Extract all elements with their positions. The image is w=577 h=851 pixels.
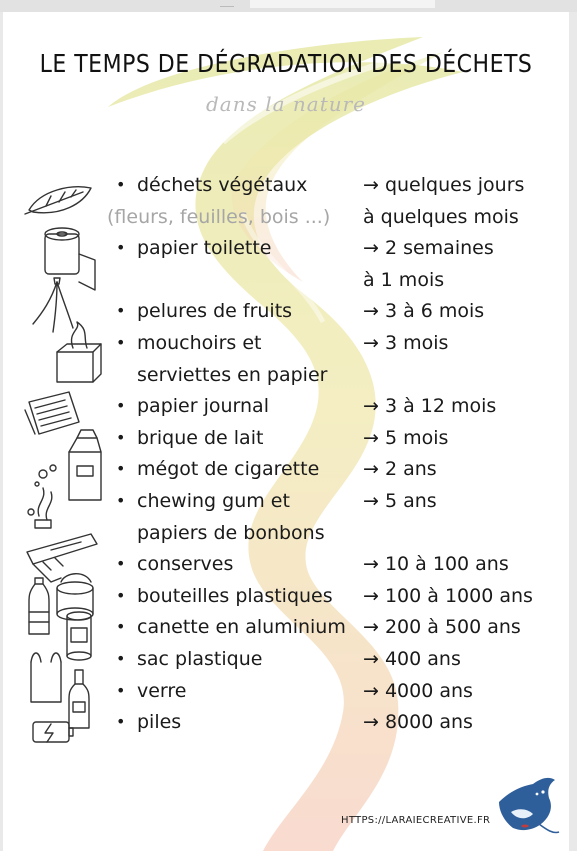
newspaper-icon — [25, 392, 79, 434]
battery-icon — [33, 722, 73, 742]
leaf-icon — [25, 187, 91, 214]
degradation-duration: → 8000 ans — [363, 711, 473, 734]
footer-url[interactable]: HTTPS://LARAIECREATIVE.FR — [341, 815, 491, 826]
banana-peel-icon — [33, 278, 73, 332]
viewer-top-bar — [0, 0, 577, 12]
degradation-duration: → 2 semaines — [363, 237, 494, 260]
waste-label: verre — [137, 679, 187, 702]
waste-label: serviettes en papier — [137, 363, 328, 386]
bullet-marker: • — [116, 175, 126, 194]
degradation-duration: → 2 ans — [363, 458, 437, 481]
degradation-duration: à quelques mois — [363, 205, 519, 228]
bullet-marker: • — [116, 459, 126, 479]
waste-label: papier journal — [137, 395, 269, 418]
waste-label: mouchoirs et — [137, 332, 262, 354]
waste-label: déchets végétaux — [137, 174, 308, 196]
toilet-paper-icon — [45, 228, 95, 290]
degradation-duration: → 400 ans — [363, 648, 461, 670]
degradation-duration: → quelques jours — [363, 174, 525, 196]
page-title: LE TEMPS DE DÉGRADATION DES DÉCHETS — [39, 50, 533, 79]
bullet-marker: • — [116, 333, 126, 352]
page-subtitle: dans la nature — [205, 92, 367, 116]
waste-label: canette en aluminium — [137, 616, 346, 639]
degradation-duration: → 3 à 12 mois — [363, 395, 497, 418]
bullet-marker: • — [116, 649, 126, 668]
degradation-duration: → 5 mois — [363, 426, 449, 449]
degradation-duration: → 3 à 6 mois — [363, 300, 485, 323]
manta-ray-icon — [493, 772, 563, 842]
bullet-marker: • — [116, 554, 126, 574]
waste-label: papier toilette — [137, 237, 272, 260]
waste-label: conserves — [137, 553, 234, 576]
bullet-marker: • — [116, 617, 126, 637]
bullet-marker: • — [116, 238, 126, 258]
waste-label: bouteilles plastiques — [137, 584, 333, 607]
chewing-gum-icon — [27, 534, 97, 582]
degradation-duration: → 200 à 500 ans — [363, 616, 521, 639]
waste-label: chewing gum et — [137, 490, 290, 512]
degradation-duration: → 4000 ans — [363, 679, 473, 702]
plastic-bottle-icon — [29, 578, 49, 634]
tissue-box-icon — [57, 322, 101, 382]
bullet-marker: • — [116, 396, 126, 416]
viewer-tab[interactable] — [250, 0, 435, 8]
milk-carton-icon — [35, 430, 101, 500]
waste-label: piles — [137, 711, 182, 734]
degradation-duration: à 1 mois — [363, 268, 445, 291]
waste-label: pelures de fruits — [137, 300, 293, 323]
cigarette-butt-icon — [28, 488, 52, 528]
plastic-bag-icon — [31, 653, 61, 702]
bullet-marker: • — [116, 491, 126, 510]
degradation-duration: → 10 à 100 ans — [363, 553, 509, 576]
waste-label: mégot de cigarette — [137, 458, 320, 481]
bullet-marker: • — [116, 301, 126, 321]
glass-bottle-icon — [69, 670, 89, 728]
icons-column — [21, 182, 111, 762]
bullet-marker: • — [116, 680, 126, 700]
viewer-tick — [220, 0, 234, 7]
poster-page — [3, 12, 569, 851]
bullet-marker: • — [116, 585, 126, 605]
degradation-duration: → 5 ans — [363, 490, 437, 512]
waste-label: papiers de bonbons — [137, 521, 325, 544]
bullet-marker: • — [116, 427, 126, 447]
waste-label: brique de lait — [137, 426, 264, 449]
bullet-marker: • — [116, 712, 126, 732]
waste-label: sac plastique — [137, 648, 263, 670]
degradation-duration: → 3 mois — [363, 332, 449, 354]
waste-note: (fleurs, feuilles, bois ...) — [107, 205, 331, 228]
degradation-duration: → 100 à 1000 ans — [363, 584, 533, 607]
